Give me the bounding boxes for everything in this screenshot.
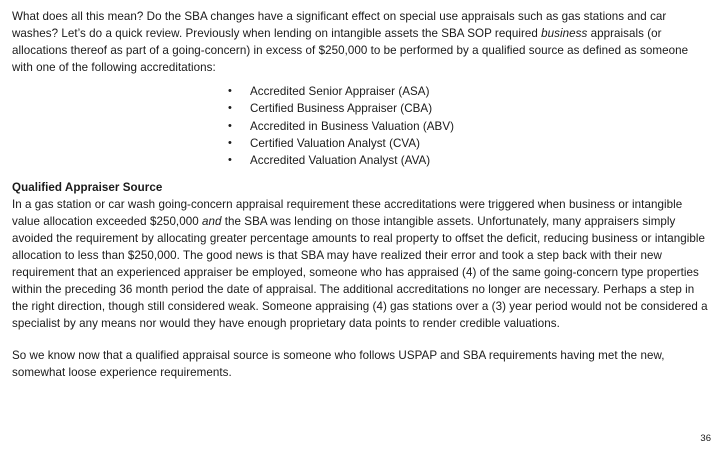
accreditation-label: Accredited Senior Appraiser (ASA) [250,85,430,98]
intro-italic-word: business [541,27,588,40]
section-paragraph [12,196,712,332]
page-number: 36 [700,433,711,444]
accreditation-label: Certified Business Appraiser (CBA) [250,102,433,116]
accreditation-label: Accredited Valuation Analyst (AVA) [250,154,431,168]
list-item [228,152,712,169]
paragraph-spacer [12,332,712,347]
accreditation-label: Certified Valuation Analyst (CVA) [250,136,421,150]
section-heading: Qualified Appraiser Source [12,181,163,195]
list-item [228,100,712,117]
section-text-part2: the SBA was lending on those intangible assets. Unfortunately, many appraisers simply avoided the requirement by allocating greater percentage amounts to real property to offset the deficit, reducing business or intangible allocation to less than $250,000. The good news is that SBA may have realized their error and took a step back with their new requirement that an experienced appraiser be employed, someone who has appraised (4) of the same going-concern type properties within the preceding 36 month period the date of appraisal. The additional accreditations no longer are necessary. Perhaps a step in the right direction, though still considered weak. Someone appraising (4) gas stations over a (3) year period would not be considered a specialist by any means nor would they have enough proprietary data points to render credible valuations. [12,215,708,331]
document-page [12,8,712,381]
section-italic-word: and [201,215,222,229]
accreditations-list [12,83,712,169]
conclusion-paragraph: So we know now that a qualified appraisal source is someone who follows USPAP and SBA requirements having met the new, somewhat loose experience requirements. [12,349,665,380]
bullet-icon: • [228,102,232,115]
intro-paragraph [12,8,712,76]
bullet-icon: • [228,136,232,149]
bullet-icon: • [228,154,232,167]
accreditation-label: Accredited in Business Valuation (ABV) [250,119,455,133]
bullet-icon: • [228,85,232,97]
bullet-icon: • [228,119,232,132]
list-item [228,135,712,152]
list-item [228,118,712,135]
intro-text-part2: appraisals (or allocations thereof as part of a going-concern) in excess of $250,000 to be performed by a qualified source as defined as someone with one of the following accreditations: [12,27,689,74]
list-item [228,83,712,100]
intro-text-part1: What does all this mean? Do the SBA changes have a significant effect on special use appraisals such as gas stations and car washes? Let’s do a quick review. Previously when lending on intangible assets the SBA SOP required [12,10,667,40]
section-text-part1: In a gas station or car wash going-concern appraisal requirement these accreditations were triggered when business or intangible value allocation exceeded $250,000 [12,198,683,229]
